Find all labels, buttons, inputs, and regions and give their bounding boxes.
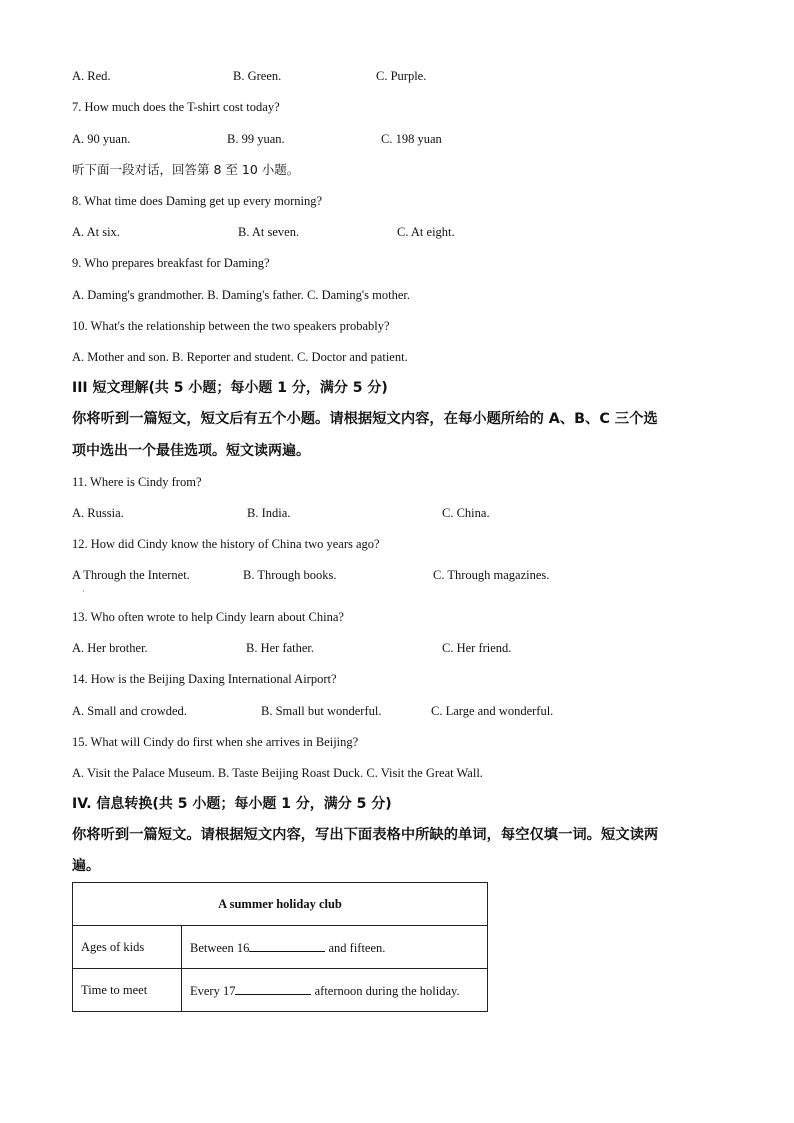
q7-option-c: C. 198 yuan	[381, 132, 442, 146]
q8-option-b: B. At seven.	[238, 225, 300, 239]
q10-question: 10. What's the relationship between the two speakers probably?	[72, 319, 390, 333]
q13-option-b: B. Her father.	[246, 641, 315, 655]
q6-option-c: C. Purple.	[376, 69, 427, 83]
q6-option-a: A. Red.	[72, 69, 111, 83]
row-label-time: Time to meet	[73, 969, 182, 1012]
section3-instruction-line1: 你将听到一篇短文，短文后有五个小题。请根据短文内容，在每小题所给的 A、B、C 三个选	[72, 411, 658, 427]
q11-option-c: C. China.	[442, 506, 490, 520]
q13-option-c: C. Her friend.	[442, 641, 512, 655]
table-row	[73, 969, 488, 1012]
q13-question: 13. Who often wrote to help Cindy learn about China?	[72, 610, 344, 624]
q11-option-a: A. Russia.	[72, 506, 124, 520]
q10-options: A. Mother and son. B. Reporter and student. C. Doctor and patient.	[72, 350, 408, 364]
time-suffix: afternoon during the holiday.	[311, 983, 460, 998]
answer-blank-16[interactable]	[249, 939, 325, 952]
q15-question: 15. What will Cindy do first when she arrives in Beijing?	[72, 735, 359, 749]
ages-suffix: and fifteen.	[325, 940, 386, 955]
q9-options: A. Daming's grandmother. B. Daming's father. C. Daming's mother.	[72, 288, 410, 302]
ages-prefix: Between 16	[190, 940, 250, 955]
q14-option-b: B. Small but wonderful.	[261, 704, 382, 718]
table-title: A summer holiday club	[73, 883, 488, 926]
q12-option-b: B. Through books.	[243, 568, 337, 582]
summer-club-table	[72, 882, 488, 1012]
q6-option-b: B. Green.	[233, 69, 282, 83]
section4-instruction-line1: 你将听到一篇短文。请根据短文内容，写出下面表格中所缺的单词，每空仅填一词。短文读两	[72, 827, 659, 843]
section3-heading: III 短文理解(共 5 小题；每小题 1 分，满分 5 分)	[72, 380, 388, 396]
q8-question: 8. What time does Daming get up every morning?	[72, 194, 323, 208]
q13-option-a: A. Her brother.	[72, 641, 148, 655]
q9-question: 9. Who prepares breakfast for Daming?	[72, 256, 270, 270]
q7-option-a: A. 90 yuan.	[72, 132, 131, 146]
stray-dot: ·	[82, 587, 85, 596]
q7-option-b: B. 99 yuan.	[227, 132, 285, 146]
table-row	[73, 926, 488, 969]
answer-blank-17[interactable]	[235, 982, 311, 995]
q7-question: 7. How much does the T-shirt cost today?	[72, 100, 280, 114]
section4-instruction-line2: 遍。	[72, 858, 100, 874]
row-content-ages	[182, 926, 488, 969]
q15-options: A. Visit the Palace Museum. B. Taste Beijing Roast Duck. C. Visit the Great Wall.	[72, 766, 483, 780]
section3-instruction-line2: 项中选出一个最佳选项。短文读两遍。	[72, 443, 310, 459]
table-title-row	[73, 883, 488, 926]
q12-option-c: C. Through magazines.	[433, 568, 550, 582]
row-label-ages: Ages of kids	[73, 926, 182, 969]
q12-question: 12. How did Cindy know the history of China two years ago?	[72, 537, 380, 551]
section4-heading: IV. 信息转换(共 5 小题；每小题 1 分，满分 5 分)	[72, 796, 392, 812]
q11-question: 11. Where is Cindy from?	[72, 475, 202, 489]
row-content-time	[182, 969, 488, 1012]
instruction-8-10: 听下面一段对话，回答第 8 至 10 小题。	[72, 162, 300, 177]
q14-option-c: C. Large and wonderful.	[431, 704, 554, 718]
time-prefix: Every 17	[190, 983, 236, 998]
q8-option-a: A. At six.	[72, 225, 120, 239]
q11-option-b: B. India.	[247, 506, 291, 520]
q12-option-a: A Through the Internet.	[72, 568, 190, 582]
q14-option-a: A. Small and crowded.	[72, 704, 187, 718]
q8-option-c: C. At eight.	[397, 225, 455, 239]
q14-question: 14. How is the Beijing Daxing International Airport?	[72, 672, 337, 686]
